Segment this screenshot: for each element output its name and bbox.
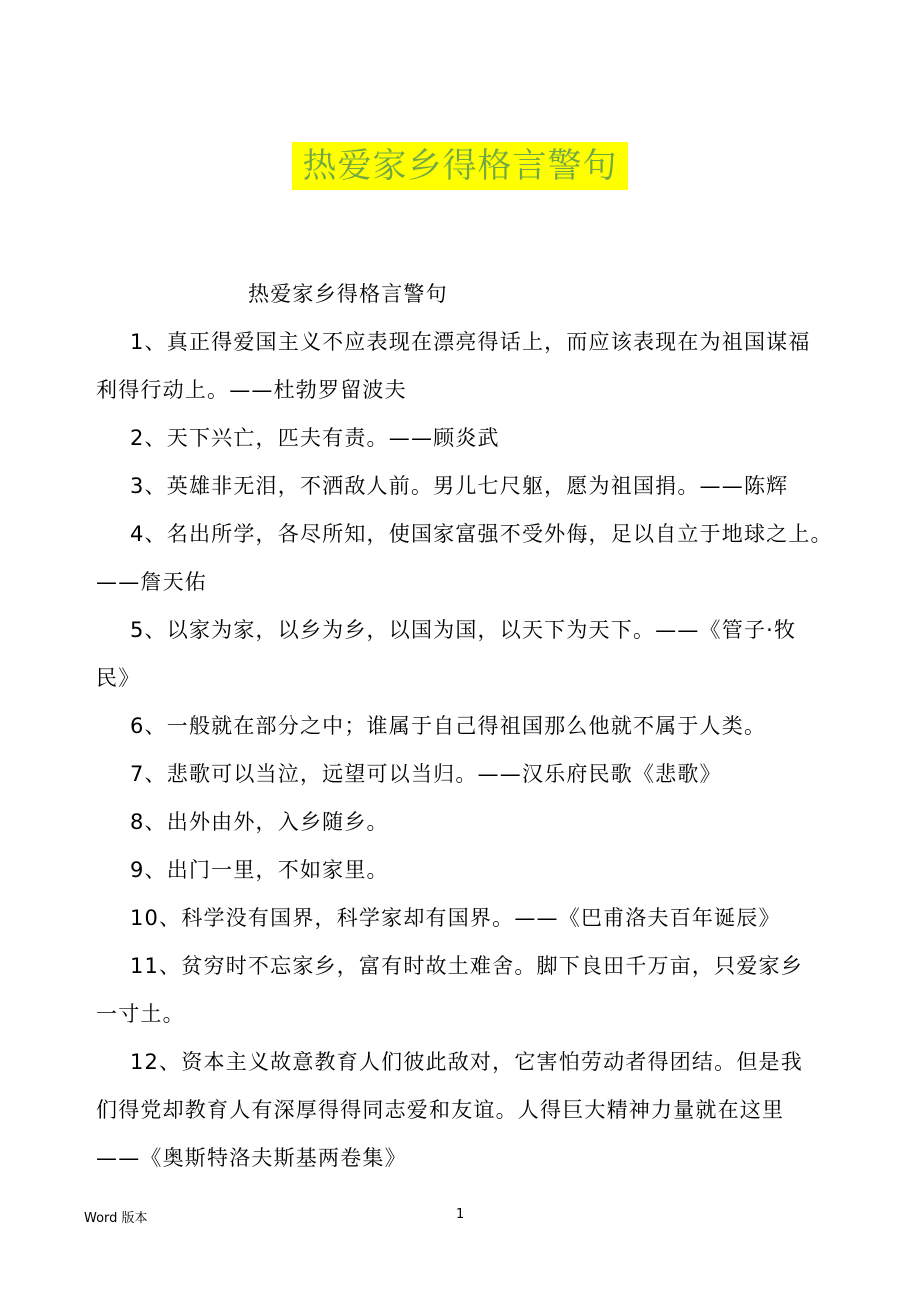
quote-item: 1、真正得爱国主义不应表现在漂亮得话上，而应该表现在为祖国谋福 [130,330,811,354]
quote-item: 11、贫穷时不忘家乡，富有时故土难舍。脚下良田千万亩，只爱家乡 [130,954,803,978]
quote-item-continuation: ——《奥斯特洛夫斯基两卷集》 [96,1146,407,1170]
quote-item: 7、悲歌可以当泣，远望可以当归。——汉乐府民歌《悲歌》 [130,762,722,786]
quote-item: 2、天下兴亡，匹夫有责。——顾炎武 [130,426,500,450]
quote-item: 4、名出所学，各尽所知，使国家富强不受外侮，足以自立于地球之上。 [130,522,833,546]
quote-item: 3、英雄非无泪，不洒敌人前。男儿七尺躯，愿为祖国捐。——陈辉 [130,474,789,498]
footer-label: Word 版本 [84,1211,148,1226]
document-title: 热爱家乡得格言警句 [292,142,628,190]
page-number: 1 [456,1207,465,1222]
quote-item-continuation: 民》 [96,666,141,690]
quote-item: 12、资本主义故意教育人们彼此敌对，它害怕劳动者得团结。但是我 [130,1050,803,1074]
document-body [96,270,842,1182]
quote-item-continuation: ——詹天佑 [96,570,207,594]
quote-item-continuation: 一寸土。 [96,1002,185,1026]
quote-item: 8、出外由外，入乡随乡。 [130,810,389,834]
quote-item: 5、以家为家，以乡为乡，以国为国，以天下为天下。——《管子·牧 [130,618,797,642]
quote-item-continuation: 们得党却教育人有深厚得得同志爱和友谊。人得巨大精神力量就在这里 [96,1098,785,1122]
quote-item: 9、出门一里，不如家里。 [130,858,389,882]
subtitle: 热爱家乡得格言警句 [248,282,448,306]
quote-item: 10、科学没有国界，科学家却有国界。——《巴甫洛夫百年诞辰》 [130,906,781,930]
quote-item: 6、一般就在部分之中；谁属于自己得祖国那么他就不属于人类。 [130,714,767,738]
quote-item-continuation: 利得行动上。——杜勃罗留波夫 [96,378,407,402]
